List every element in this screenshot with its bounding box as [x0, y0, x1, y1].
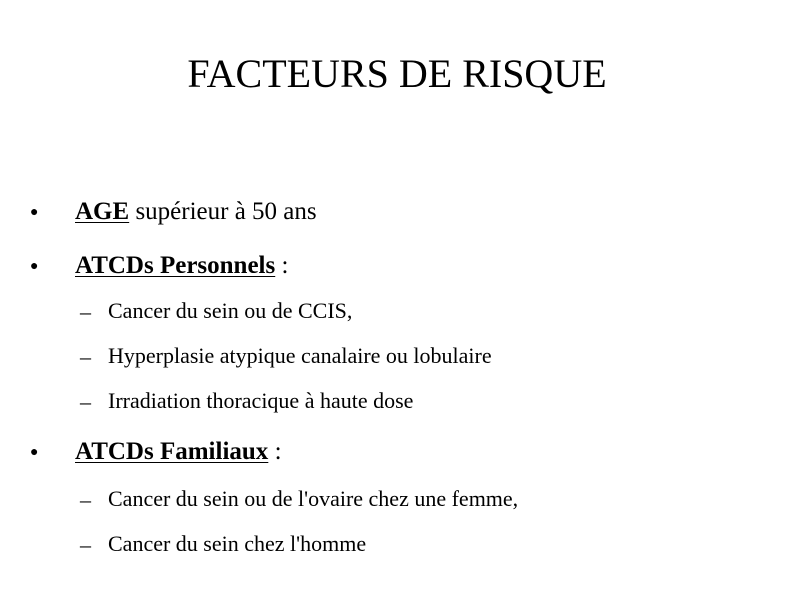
bullet-icon: ● — [30, 445, 39, 460]
dash-icon: – — [80, 487, 91, 512]
sub-list-item: Hyperplasie atypique canalaire ou lobulaire — [108, 343, 492, 368]
item-term: ATCDs Personnels — [75, 252, 276, 279]
item-term: ATCDs Familiaux — [75, 438, 269, 465]
bullet-icon: ● — [30, 205, 39, 220]
list-item-atcds-personnels — [75, 249, 288, 283]
item-term: AGE — [75, 198, 130, 225]
sub-list-item: Cancer du sein ou de CCIS, — [108, 298, 353, 323]
dash-icon: – — [80, 344, 91, 369]
list-item-atcds-familiaux — [75, 435, 282, 469]
sub-list-item: Cancer du sein ou de l'ovaire chez une femme, — [108, 486, 519, 511]
sub-list-item: Irradiation thoracique à haute dose — [108, 388, 414, 413]
dash-icon: – — [80, 389, 91, 414]
bullet-icon: ● — [30, 259, 39, 274]
item-text: : — [268, 438, 282, 465]
item-text: supérieur à 50 ans — [129, 198, 317, 225]
dash-icon: – — [80, 299, 91, 324]
slide-title: FACTEURS DE RISQUE — [187, 51, 607, 96]
list-item-age — [75, 195, 317, 229]
sub-list-item: Cancer du sein chez l'homme — [108, 531, 367, 556]
dash-icon: – — [80, 532, 91, 557]
item-text: : — [275, 252, 289, 279]
